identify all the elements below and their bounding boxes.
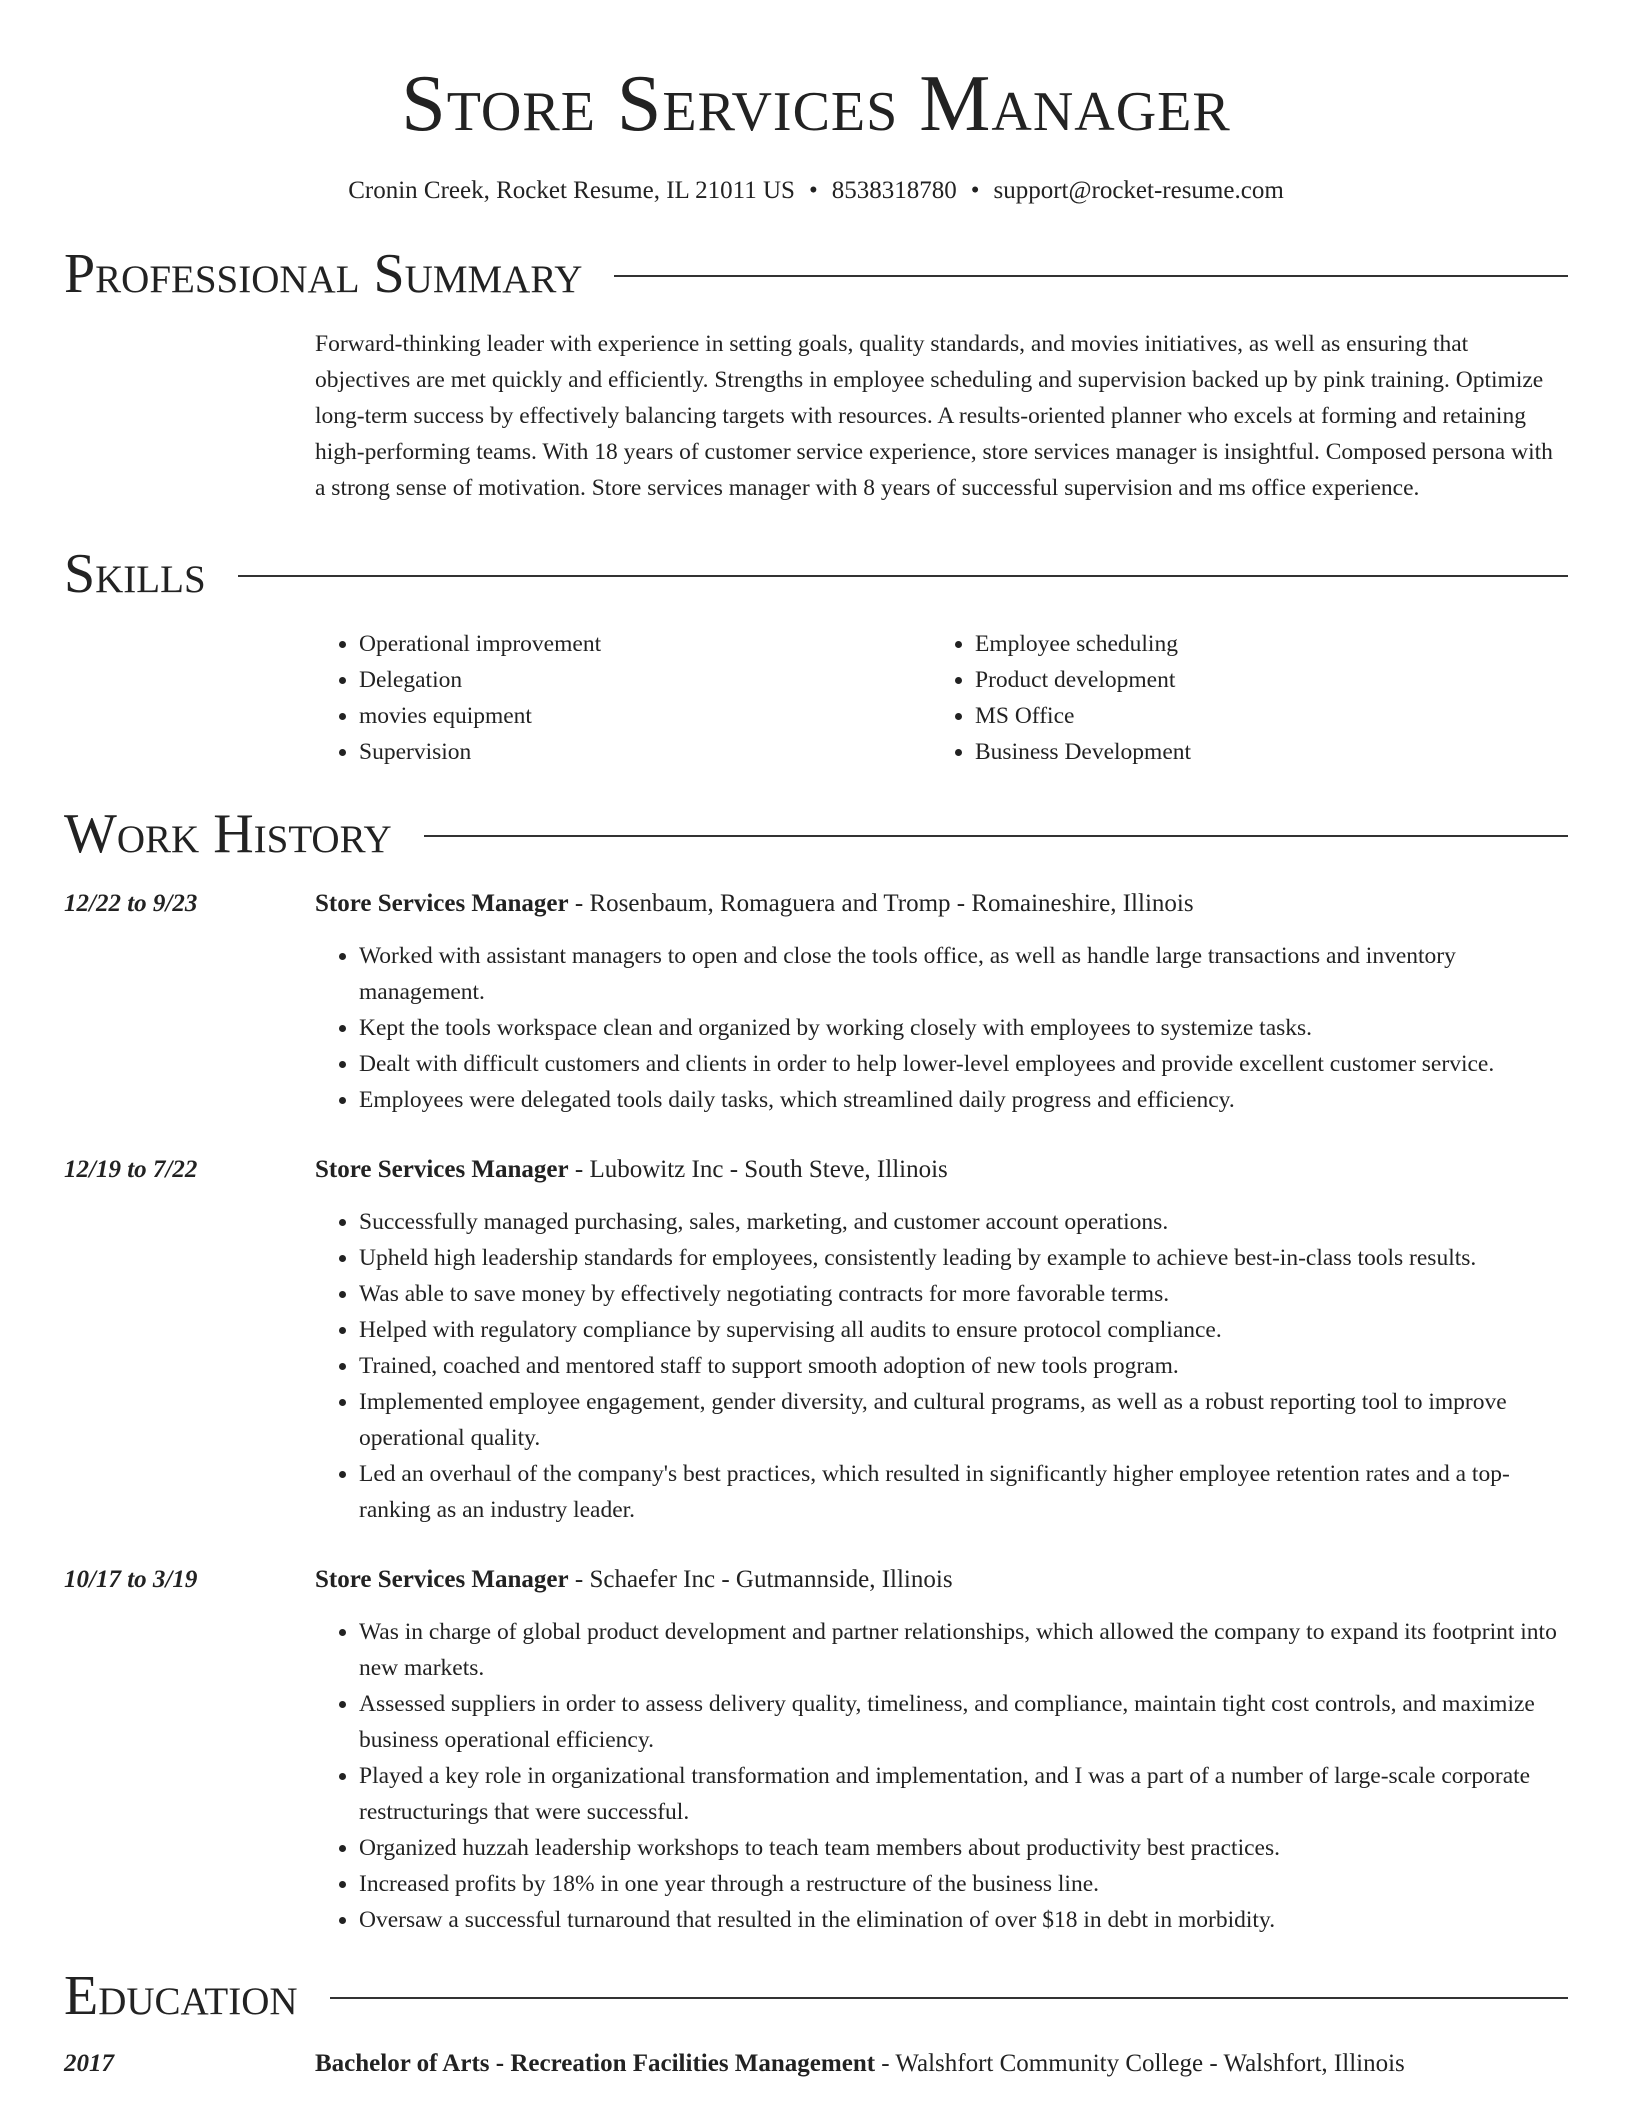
skill-item: • Employee scheduling	[975, 626, 1191, 662]
contact-line	[64, 174, 1568, 208]
section-work-header	[64, 802, 1568, 866]
job-bullet: • Implemented employee engagement, gender diversity, and cultural programs, as well as a robust reporting tool to improve operational quality.	[359, 1384, 1568, 1456]
job-bullet: • Was able to save money by effectively negotiating contracts for more favorable terms.	[359, 1276, 1568, 1312]
section-education-header	[64, 1964, 1568, 2028]
skill-item: • Delegation	[359, 662, 931, 698]
contact-separator: •	[970, 177, 980, 204]
job-body	[315, 886, 1568, 1118]
job-dates: 12/22 to 9/23	[64, 890, 198, 917]
skill-item: • Operational improvement	[359, 626, 931, 662]
job-bullet: • Employees were delegated tools daily tasks, which streamlined daily progress and efficiency.	[359, 1082, 1568, 1118]
job-title: Store Services Manager	[315, 890, 569, 917]
job-bullet: • Upheld high leadership standards for employees, consistently leading by example to achieve best-in-class tools results.	[359, 1240, 1568, 1276]
job-title: Store Services Manager	[315, 1566, 569, 1593]
job-bullet: • Organized huzzah leadership workshops to teach team members about productivity best practices.	[359, 1830, 1568, 1866]
job-bullet: • Played a key role in organizational transformation and implementation, and I was a part of a number of large-scale corporate restructurings that were successful.	[359, 1758, 1568, 1830]
section-title-summary: Professional Summary	[64, 243, 583, 305]
section-title-work: Work History	[64, 803, 392, 865]
contact-phone: 8538318780	[831, 177, 957, 204]
job-entry	[64, 1152, 1568, 1528]
job-heading	[315, 1152, 1568, 1188]
job-dates: 10/17 to 3/19	[64, 1566, 198, 1593]
skills-list	[315, 626, 1568, 770]
resume-page	[64, 0, 1568, 2082]
job-entry	[64, 1562, 1568, 1938]
job-bullet: • Helped with regulatory compliance by supervising all audits to ensure protocol compliance.	[359, 1312, 1568, 1348]
skill-item: • movies equipment	[359, 698, 931, 734]
job-bullet: • Successfully managed purchasing, sales, marketing, and customer account operations.	[359, 1204, 1568, 1240]
skills-column-left	[315, 626, 931, 770]
skill-item: • Product development	[975, 662, 1191, 698]
job-bullet: • Worked with assistant managers to open and close the tools office, as well as handle large transactions and inventory management.	[359, 938, 1568, 1010]
section-divider	[614, 275, 1568, 277]
skill-item: • Business Development	[975, 734, 1191, 770]
job-bullets	[315, 1614, 1568, 1938]
job-body	[315, 1152, 1568, 1528]
job-body	[315, 1562, 1568, 1938]
job-bullet: • Was in charge of global product development and partner relationships, which allowed the company to expand its footprint into new markets.	[359, 1614, 1568, 1686]
education-school: - Walshfort Community College - Walshfort, Illinois	[875, 2050, 1405, 2077]
education-heading	[315, 2046, 1568, 2082]
job-bullet: • Assessed suppliers in order to assess delivery quality, timeliness, and compliance, maintain tight cost controls, and maximize business operational efficiency.	[359, 1686, 1568, 1758]
job-employer: - Rosenbaum, Romaguera and Tromp - Romaineshire, Illinois	[568, 890, 1194, 917]
job-bullet: • Oversaw a successful turnaround that resulted in the elimination of over $18 in debt in morbidity.	[359, 1902, 1568, 1938]
job-heading	[315, 1562, 1568, 1598]
education-year: 2017	[64, 2050, 114, 2077]
job-bullet: • Increased profits by 18% in one year through a restructure of the business line.	[359, 1866, 1568, 1902]
job-bullet: • Kept the tools workspace clean and organized by working closely with employees to systemize tasks.	[359, 1010, 1568, 1046]
section-divider	[238, 575, 1568, 577]
education-body	[315, 2046, 1568, 2082]
section-divider	[330, 1997, 1568, 1999]
job-entry	[64, 886, 1568, 1118]
job-dates: 12/19 to 7/22	[64, 1156, 198, 1183]
job-bullet: • Trained, coached and mentored staff to support smooth adoption of new tools program.	[359, 1348, 1568, 1384]
job-bullets	[315, 1204, 1568, 1528]
education-entry	[64, 2046, 1568, 2082]
job-bullets	[315, 938, 1568, 1118]
job-bullet: • Dealt with difficult customers and clients in order to help lower-level employees and provide excellent customer service.	[359, 1046, 1568, 1082]
job-title: Store Services Manager	[315, 1156, 569, 1183]
skills-column-right	[931, 626, 1191, 770]
contact-email[interactable]: support@rocket-resume.com	[993, 177, 1284, 204]
skill-item: • Supervision	[359, 734, 931, 770]
section-skills-header	[64, 542, 1568, 606]
job-heading	[315, 886, 1568, 922]
contact-separator: •	[808, 177, 818, 204]
section-title-skills: Skills	[64, 543, 206, 605]
resume-title: Store Services Manager	[401, 60, 1231, 148]
skill-item: • MS Office	[975, 698, 1191, 734]
section-summary-header	[64, 242, 1568, 306]
job-employer: - Lubowitz Inc - South Steve, Illinois	[568, 1156, 948, 1183]
education-degree: Bachelor of Arts - Recreation Facilities Management	[315, 2050, 876, 2077]
contact-address: Cronin Creek, Rocket Resume, IL 21011 US	[348, 177, 795, 204]
job-bullet: • Led an overhaul of the company's best practices, which resulted in significantly higher employee retention rates and a top-ranking as an industry leader.	[359, 1456, 1568, 1528]
summary-text: Forward-thinking leader with experience in setting goals, quality standards, and movies initiatives, as well as ensuring that objectives are met quickly and efficiently. Strengths in employee scheduling and supervision backed up by pink training. Optimize long-term success by effectively balancing targets with resources. A results-oriented planner who excels at forming and retaining high-performing teams. With 18 years of customer service experience, store services manager is insightful. Composed persona with a strong sense of motivation. Store services manager with 8 years of successful supervision and ms office experience.	[315, 331, 1553, 501]
section-divider	[424, 835, 1568, 837]
section-title-education: Education	[64, 1965, 298, 2027]
job-employer: - Schaefer Inc - Gutmannside, Illinois	[568, 1566, 953, 1593]
